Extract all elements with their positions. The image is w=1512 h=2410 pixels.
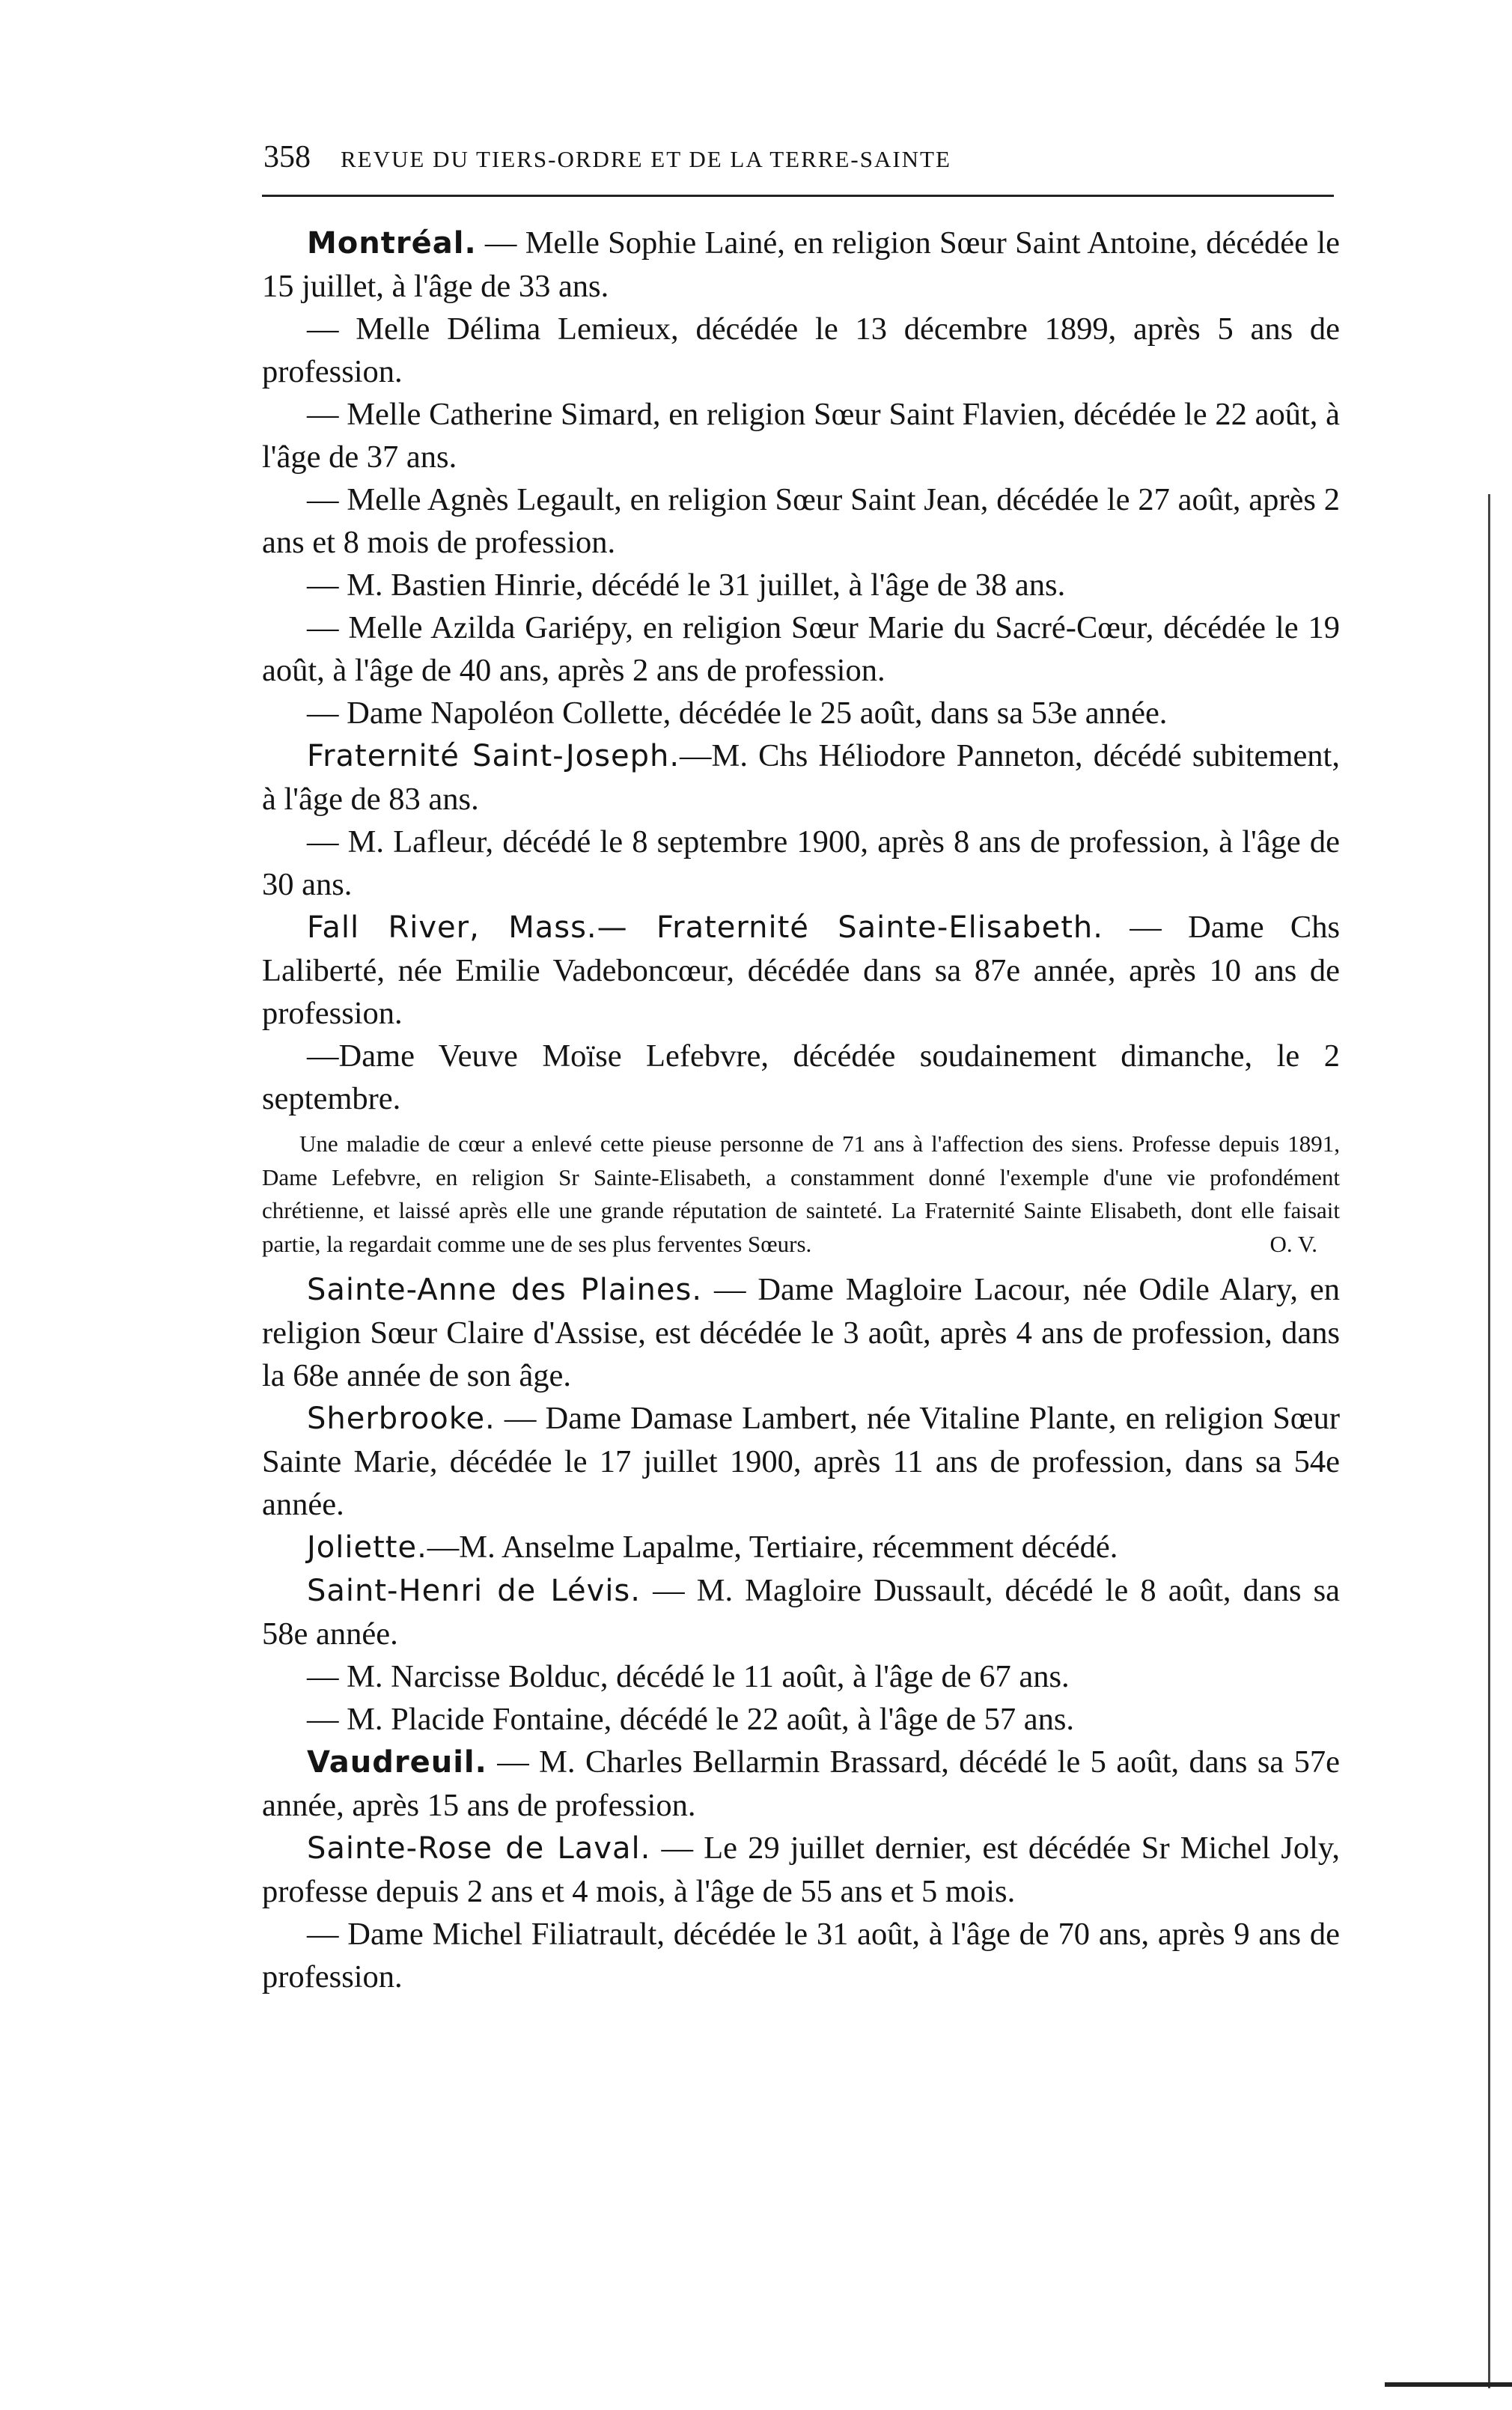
- entry-sherbrooke: [262, 1397, 1340, 1526]
- entry-text: —M. Chs Héliodore Panneton, décédé subitement, à l'âge de 83 ans.: [262, 738, 1340, 817]
- entry: [262, 393, 1340, 478]
- entry-heading: Saint-Henri de Lévis.: [307, 1574, 641, 1608]
- entry-text: — Le 29 juillet dernier, est décédée Sr Michel Joly, professe depuis 2 ans et 4 mois, à l'âge de 55 ans et 5 mois.: [262, 1831, 1341, 1909]
- entry-heading: Joliette.: [307, 1530, 427, 1565]
- entry-heading: Sherbrooke.: [307, 1402, 496, 1436]
- entry-text: —M. Anselme Lapalme, Tertiaire, récemment décédé.: [427, 1530, 1118, 1565]
- entry-text: — M. Bastien Hinrie, décédé le 31 juillet, à l'âge de 38 ans.: [307, 567, 1066, 603]
- page-header: [263, 139, 1258, 175]
- entry-sainte-anne-des-plaines: [262, 1268, 1340, 1397]
- entry-text: — M. Placide Fontaine, décédé le 22 août, à l'âge de 57 ans.: [307, 1702, 1074, 1737]
- entry-text: — Dame Michel Filiatrault, décédée le 31 août, à l'âge de 70 ans, après 9 ans de profession.: [262, 1917, 1340, 1994]
- margin-rule: [1488, 494, 1490, 2388]
- header-rule: [262, 195, 1334, 197]
- entry-heading: Fraternité Saint-Joseph.: [307, 739, 680, 773]
- entry-text: — Dame Damase Lambert, née Vitaline Plante, en religion Sœur Sainte Marie, décédée le 17 juillet 1900, après 11 ans de profession, dans sa 54e année.: [262, 1401, 1340, 1522]
- entry-heading: Sainte-Anne des Plaines.: [307, 1273, 703, 1307]
- entry-heading: Vaudreuil.: [307, 1745, 487, 1780]
- page-number: 358: [263, 140, 311, 174]
- entry-joliette: [262, 1526, 1340, 1569]
- entry-text: — M. Lafleur, décédé le 8 septembre 1900, après 8 ans de profession, à l'âge de 30 ans.: [262, 824, 1340, 902]
- entry-text: — Dame Chs Laliberté, née Emilie Vadeboncœur, décédée dans sa 87e année, après 10 ans de profession.: [262, 910, 1340, 1031]
- entry-montreal: [262, 222, 1340, 308]
- entry-text: — Melle Agnès Legault, en religion Sœur Saint Jean, décédée le 27 août, après 2 ans et 8 mois de profession.: [262, 482, 1340, 560]
- entry-fall-river: [262, 906, 1340, 1035]
- entry-text: — Melle Sophie Lainé, en religion Sœur Saint Antoine, décédée le 15 juillet, à l'âge de 33 ans.: [262, 225, 1340, 304]
- entry: [262, 1698, 1340, 1741]
- obituary-note: [262, 1128, 1340, 1261]
- entry-text: — Melle Catherine Simard, en religion Sœur Saint Flavien, décédée le 22 août, à l'âge de 37 ans.: [262, 397, 1340, 475]
- entry-text: — Melle Azilda Gariépy, en religion Sœur Marie du Sacré-Cœur, décédée le 19 août, à l'âge de 40 ans, après 2 ans de profession.: [262, 610, 1340, 688]
- entry-text: — M. Charles Bellarmin Brassard, décédé le 5 août, dans sa 57e année, après 15 ans de profession.: [262, 1744, 1340, 1823]
- entry-saint-henri-de-levis: [262, 1569, 1340, 1655]
- entry-text: —Dame Veuve Moïse Lefebvre, décédée soudainement dimanche, le 2 septembre.: [262, 1038, 1340, 1116]
- running-title: REVUE DU TIERS-ORDRE ET DE LA TERRE-SAINTE: [341, 146, 951, 172]
- entry-fraternite-saint-joseph: [262, 734, 1340, 821]
- entry: [262, 1035, 1340, 1120]
- entry-sainte-rose-de-laval: [262, 1827, 1340, 1913]
- entry-heading: Montréal.: [307, 226, 477, 261]
- entry: [262, 478, 1340, 564]
- entry-text: — Dame Napoléon Collette, décédée le 25 août, dans sa 53e année.: [307, 696, 1168, 731]
- entry-heading: Fall River, Mass.— Fraternité Sainte-Elisabeth.: [307, 910, 1103, 945]
- bottom-rule: [1385, 2382, 1512, 2387]
- entry: [262, 1913, 1340, 1998]
- entry: [262, 1655, 1340, 1698]
- entry-vaudreuil: [262, 1741, 1340, 1827]
- obituary-note-text: [262, 1128, 1340, 1261]
- entry: [262, 692, 1340, 734]
- entry-text: — Melle Délima Lemieux, décédée le 13 décembre 1899, après 5 ans de profession.: [262, 311, 1340, 389]
- entry: [262, 564, 1340, 606]
- entry-heading: Sainte-Rose de Laval.: [307, 1831, 651, 1866]
- obituary-note-body: Une maladie de cœur a enlevé cette pieuse personne de 71 ans à l'affection des siens. Professe depuis 1891, Dame Lefebvre, en religion Sr Sainte-Elisabeth, a constamment donné l'exemple d'une vie profondément chrétienne, et laissé après elle une grande réputation de sainteté. La Fraternité Sainte Elisabeth, dont elle faisait partie, la regardait comme une de ses plus ferventes Sœurs.: [262, 1131, 1340, 1257]
- page-body: [262, 222, 1340, 1998]
- entry: [262, 606, 1340, 692]
- entry-text: — M. Magloire Dussault, décédé le 8 août, dans sa 58e année.: [262, 1573, 1340, 1652]
- entry: [262, 821, 1340, 906]
- entry-text: — M. Narcisse Bolduc, décédé le 11 août, à l'âge de 67 ans.: [307, 1659, 1070, 1694]
- entry-text: — Dame Magloire Lacour, née Odile Alary, en religion Sœur Claire d'Assise, est décédée le 3 août, après 4 ans de profession, dans la 68e année de son âge.: [262, 1272, 1340, 1393]
- entry: [262, 308, 1340, 393]
- signature: O. V.: [1269, 1230, 1317, 1257]
